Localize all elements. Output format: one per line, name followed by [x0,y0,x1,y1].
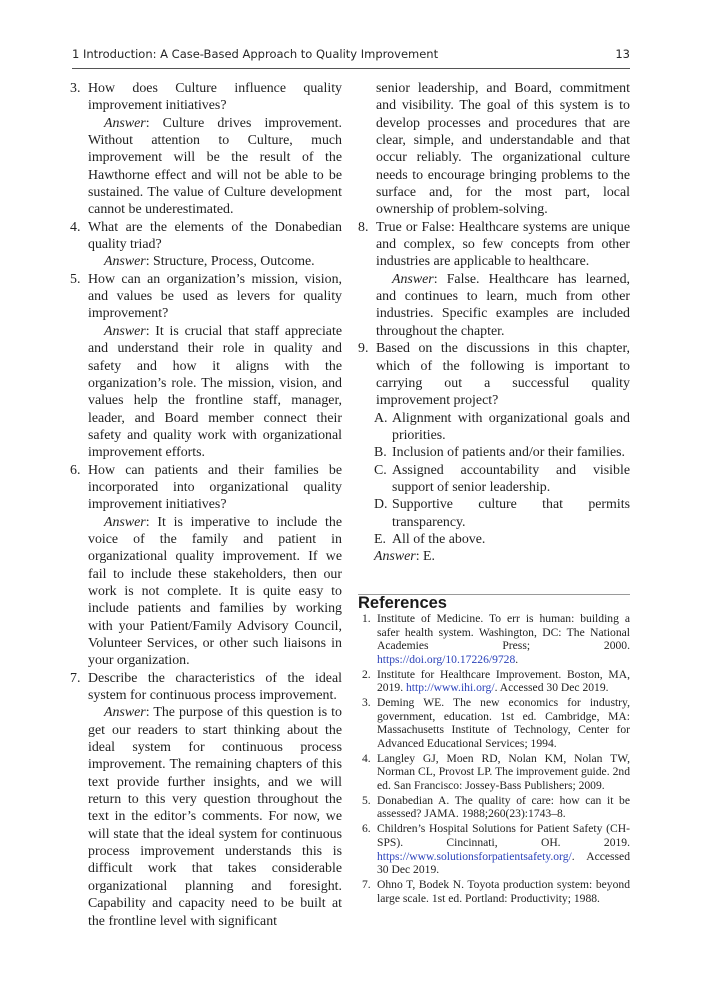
reference-item: 4. Langley GJ, Moen RD, Nolan KM, Nolan TW, Norman CL, Provost LP. The improvement guide. 2nd ed. San Francisco: Jossey-Bass Publishers; 2009. [362,751,630,792]
reference-link[interactable]: https://www.solutionsforpatientsafety.org/ [377,849,572,863]
answer-3: Answer: Culture drives improvement. Without attention to Culture, much improvement will be the result of the Hawthorne effect and will not be able to be sustained. The value of Culture development cannot be underestimated. [88,115,342,218]
question-4: 4. What are the elements of the Donabedian quality triad? [70,219,342,253]
reference-item: 5. Donabedian A. The quality of care: how can it be assessed? JAMA. 1988;260(23):1743–8. [362,793,630,821]
page-number: 13 [615,47,630,61]
question-6: 6. How can patients and their families be incorporated into organizational quality improvement initiatives? [70,462,342,513]
option-d: D. Supportive culture that permits transparency. [374,497,630,530]
question-3: 3. How does Culture influence quality improvement initiatives? [70,81,342,114]
answer-7: Answer: The purpose of this question is to get our readers to start thinking about the ideal system for continuous process improvement. The remaining chapters of this text provide further insights, and we will return to this very question throughout the text in the editor’s comments. For now, we will state that the ideal system for continuous process improvement understands this is difficult work that takes considerable organizational planning and foresight. Capability and capacity need to be built at the frontline level with significant [88,705,342,929]
option-a: A. Alignment with organizational goals and priorities. [374,410,630,443]
question-7: 7. Describe the characteristics of the ideal system for continuous process improvement. [70,670,342,704]
header-rule [72,68,630,69]
reference-item: 1. Institute of Medicine. To err is human: building a safer health system. Washington, DC: The National Academies Press; 2000. https://doi.org/10.17226/9728. [362,611,630,666]
reference-item: 2. Institute for Healthcare Improvement. Boston, MA, 2019. http://www.ihi.org/. Accessed 30 Dec 2019. [362,667,630,695]
answer-9: Answer: E. [374,549,435,565]
question-5: 5. How can an organization’s mission, vision, and values be used as levers for quality improvement? [70,271,342,322]
reference-link[interactable]: http://www.ihi.org/ [405,681,495,695]
answer-8: Answer: False. Healthcare has learned, and continues to learn, much from other industries. Specific examples are included throughout the chapter. [376,271,630,339]
option-b: B. Inclusion of patients and/or their families. [374,445,625,461]
left-column [70,80,342,930]
reference-item: 7. Ohno T, Bodek N. Toyota production system: beyond large scale. 1st ed. Portland: Productivity; 1988. [362,878,630,905]
chapter-title: 1 Introduction: A Case-Based Approach to Quality Improvement [72,47,439,61]
references-list [358,612,630,905]
reference-item: 6. Children’s Hospital Solutions for Patient Safety (CH-SPS). Cincinnati, OH. 2019. https://www.solutionsforpatientsafety.org/. Accessed 30 Dec 2019. [362,822,630,877]
option-c: C. Assigned accountability and visible support of senior leadership. [374,462,630,495]
answer-5: Answer: It is crucial that staff appreciate and understand their role in quality and safety and how it aligns with the organization’s role. The mission, vision, and values help the frontline staff, manager, leader, and Board member connect their safety and quality work with organizational improvement efforts. [88,323,342,461]
answer-4: Answer: Structure, Process, Outcome. [104,254,315,270]
answer-6: Answer: It is imperative to include the voice of the family and patient in organizational quality improvement. If we fail to include these stakeholders, then our work is not complete. It is quite easy to include patients and families by working with your Patient/Family Advisory Council, Volunteer Services, or other such liaisons in your organization. [88,514,342,669]
reference-item: 3. Deming WE. The new economics for industry, government, education. 1st ed. Cambridge, MA: Massachusetts Institute of Technology, Center for Advanced Educational Services; 1994. [362,696,630,750]
right-column [358,80,630,907]
question-8: 8. True or False: Healthcare systems are unique and complex, so few concepts from other industries are applicable to healthcare. [358,219,630,270]
question-9: 9. Based on the discussions in this chapter, which of the following is important to carrying out a successful quality improvement project? [358,341,630,409]
references-heading: References [358,593,447,612]
option-e: E. All of the above. [374,531,486,547]
answer-7-continued: senior leadership, and Board, commitment and visibility. The goal of this system is to develop processes and procedures that are clear, simple, and understandable and that occur reliably. The organizational culture needs to encourage bringing problems to the surface and, for the most part, local ownership of problem-solving. [376,81,630,218]
reference-link[interactable]: https://doi.org/10.17226/9728 [377,652,516,666]
